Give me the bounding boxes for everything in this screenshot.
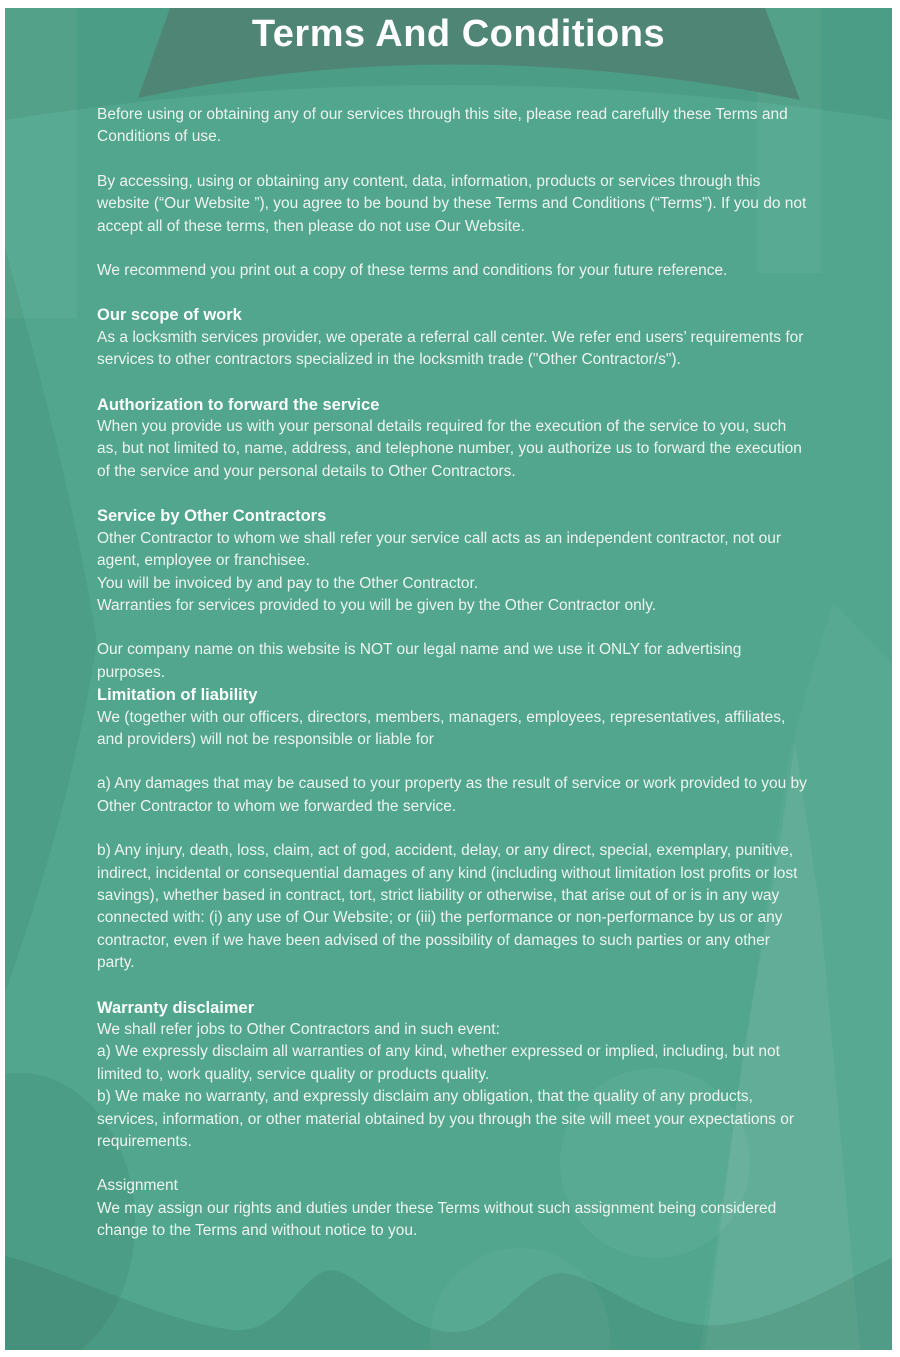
section-heading-scope-of-work: Our scope of work — [97, 306, 242, 325]
page-title: Terms And Conditions — [251, 13, 666, 55]
section-paragraph-authorization: When you provide us with your personal details required for the execution of the service to you, such as, but not limited to, name, address, and telephone number, you authorize us to forward the execution of the service and your personal details to Other Contractors. — [97, 418, 802, 480]
paragraph-company-name: Our company name on this website is NOT our legal name and we use it ONLY for advertising purposes. — [97, 641, 742, 681]
section-paragraph-invoiced: You will be invoiced by and pay to the Other Contractor. — [97, 574, 479, 592]
paragraph-warranty-b: b) We make no warranty, and expressly disclaim any obligation, that the quality of any products, services, information, or other material obtained by you through the site will meet your expectations or requirements. — [97, 1088, 794, 1151]
section-paragraph-scope-of-work: As a locksmith services provider, we operate a referral call center. We refer end users’ requirements for services to other contractors specialized in the locksmith trade ("Other Contractor/s"). — [97, 328, 804, 369]
section-paragraph-warranty-intro: We shall refer jobs to Other Contractors and in such event: — [97, 1021, 500, 1038]
paragraph-liability-a: a) Any damages that may be caused to your property as the result of service or work provided to you by Other Contractor to whom we forwarded the service. — [97, 775, 807, 815]
section-heading-service-by-contractors: Service by Other Contractors — [97, 507, 327, 526]
section-paragraph-warranties: Warranties for services provided to you will be given by the Other Contractor only. — [97, 596, 657, 614]
section-heading-authorization: Authorization to forward the service — [97, 395, 380, 414]
section-paragraph-assignment: We may assign our rights and duties under these Terms without such assignment being considered change to the Terms and without notice to you. — [97, 1199, 777, 1240]
intro-paragraph-2: By accessing, using or obtaining any content, data, information, products or services through this website (“Our Website ”), you agree to be bound by these Terms and Conditions (“Terms”). If you do not accept all of these terms, then please do not use Our Website. — [97, 172, 807, 235]
paragraph-liability-b: b) Any injury, death, loss, claim, act of god, accident, delay, or any direct, special, exemplary, punitive, indirect, incidental or consequential damages of any kind (including without limitation lost profits or lost savings), whether based in contract, tort, strict liability or otherwise, that arise out of or is in any way connected with: (i) any use of Our Website; or (iii) the performance or non-performance by us or any contractor, even if we have been advised of the possibility of damages to such parties or any other party. — [97, 842, 798, 972]
section-paragraph-liability-intro: We (together with our officers, directors, members, managers, employees, representatives, affiliates, and providers) will not be responsible or liable for — [97, 708, 786, 748]
intro-paragraph-3: We recommend you print out a copy of these terms and conditions for your future reference. — [97, 262, 728, 280]
terms-content — [97, 104, 809, 1243]
section-paragraph-contractor-independent: Other Contractor to whom we shall refer your service call acts as an independent contractor, not our agent, employee or franchisee. — [97, 529, 782, 570]
intro-paragraph-1: Before using or obtaining any of our services through this site, please read carefully these Terms and Conditions of use. — [97, 106, 788, 146]
decor-left-swath — [5, 248, 97, 993]
page-frame — [5, 8, 892, 1350]
section-heading-limitation-of-liability: Limitation of liability — [97, 686, 258, 705]
section-heading-warranty-disclaimer: Warranty disclaimer — [97, 998, 255, 1017]
paragraph-warranty-a: a) We expressly disclaim all warranties of any kind, whether expressed or implied, including, but not limited to, work quality, service quality or products quality. — [97, 1043, 780, 1083]
section-heading-assignment: Assignment — [97, 1177, 178, 1195]
